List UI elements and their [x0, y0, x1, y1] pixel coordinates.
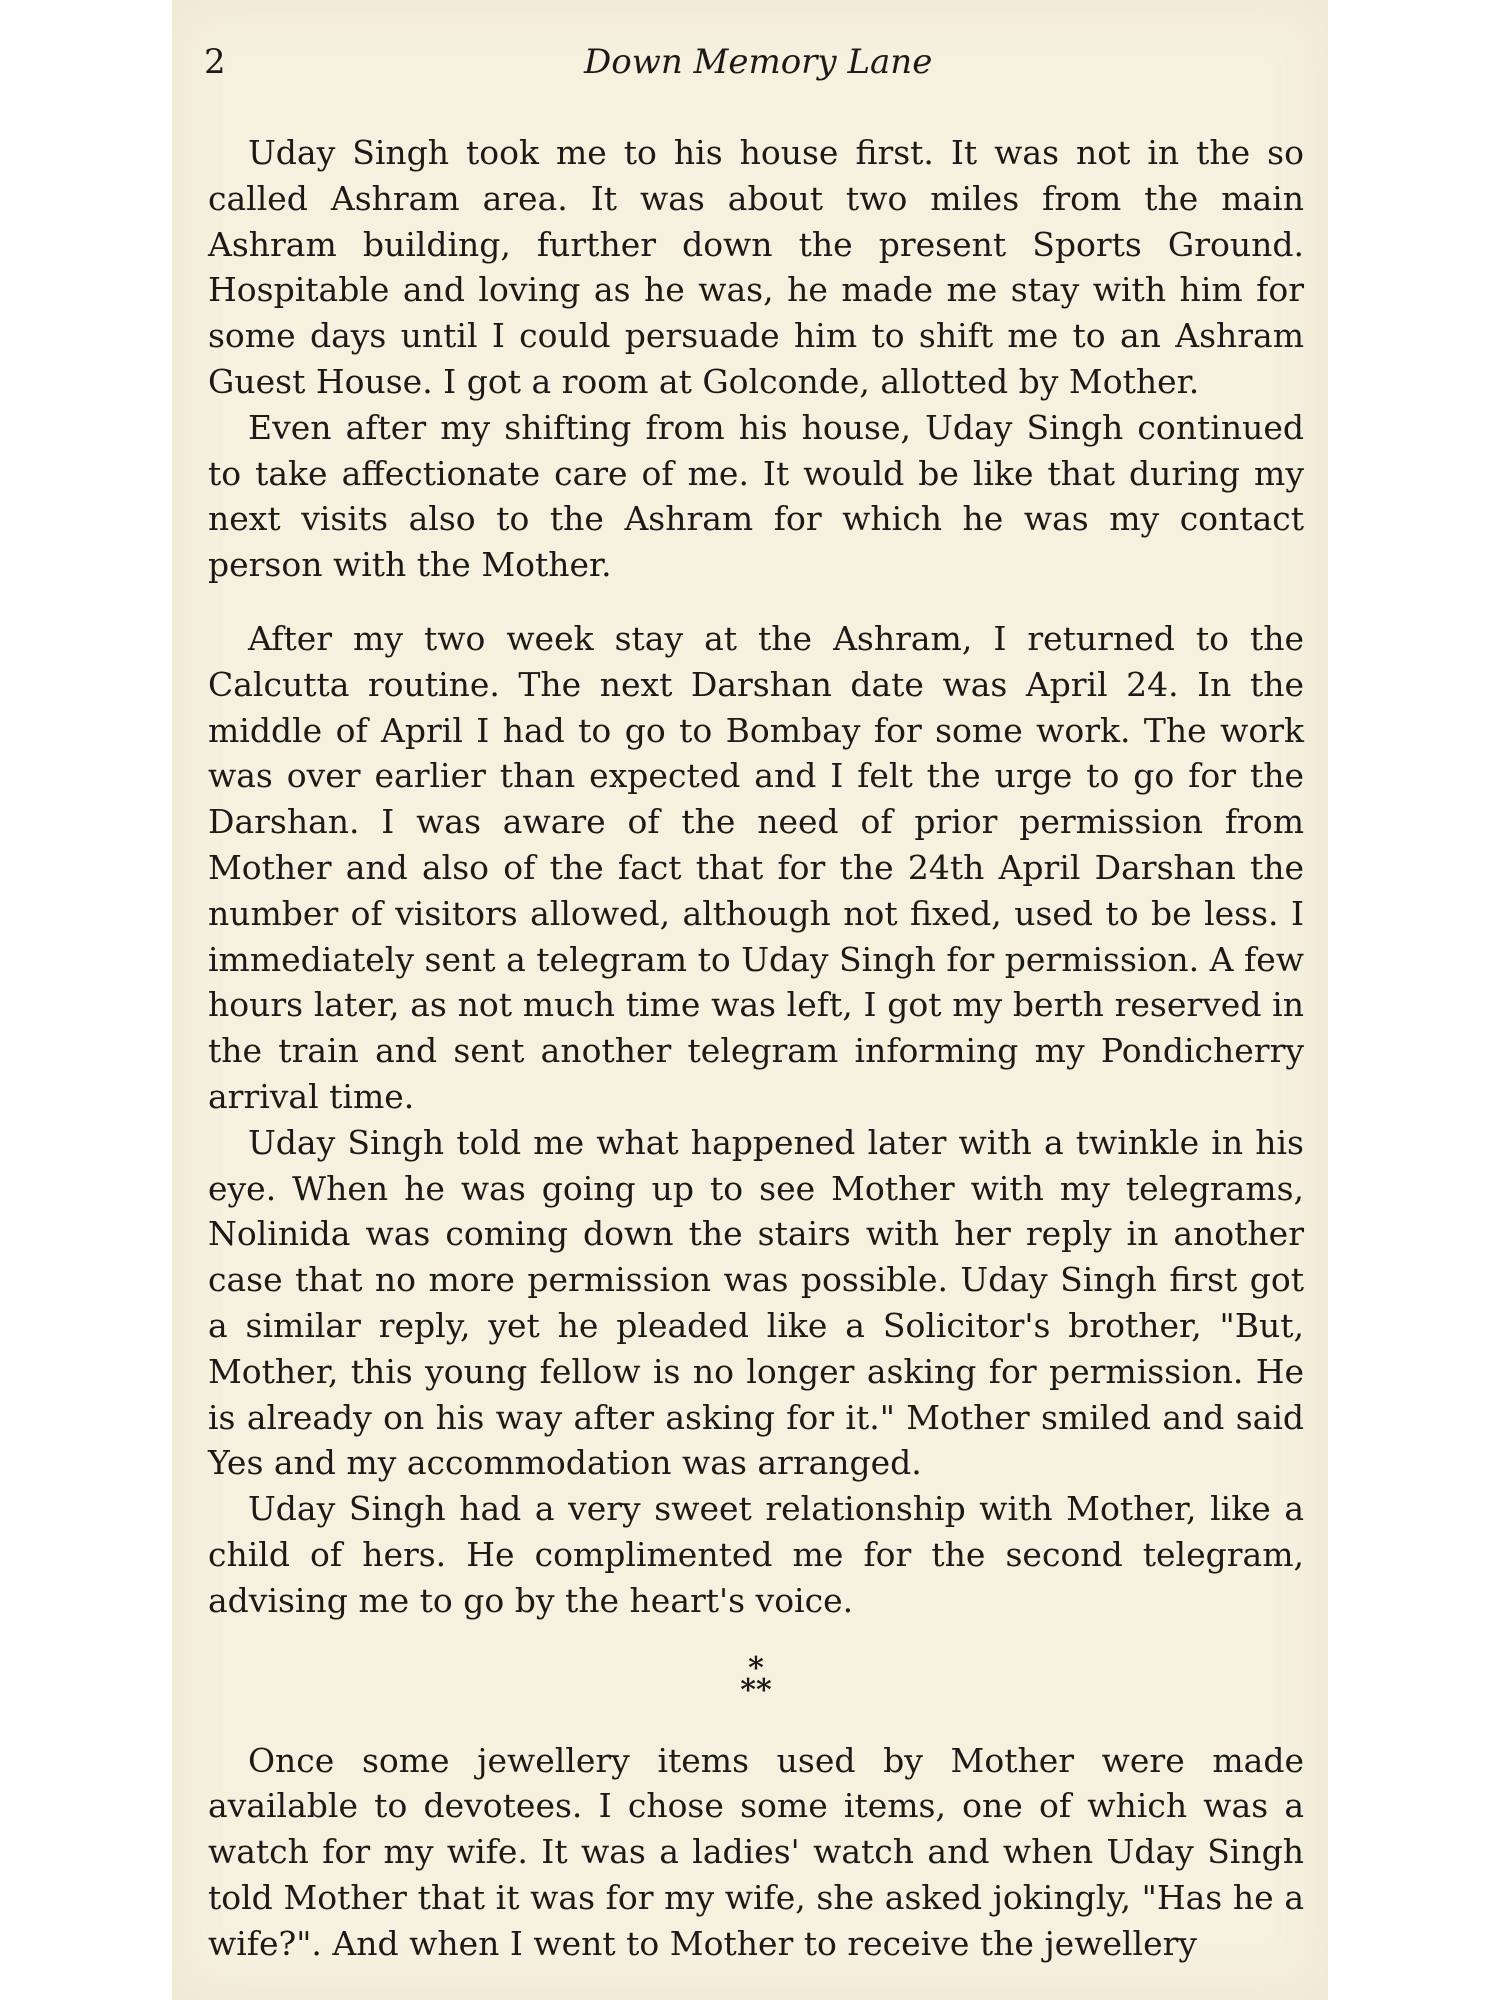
- paragraph: Once some jewellery items used by Mother were made available to devotees. I chose some items, one of which was a watch for my wife. It was a ladies' watch and when Uday Singh told Mother that it was for my wife, she asked jokingly, "Has he a wife?". And when I went to Mother to receive the jewellery: [208, 1740, 1304, 1963]
- paragraph: Uday Singh took me to his house first. It was not in the so called Ashram area. It was about two miles from the main Ashram building, further down the present Sports Ground. Hospitable and loving as he was, he made me stay with him for some days until I could persuade him to shift me to an Ashram Guest House. I got a room at Golconde, allotted by Mother.: [208, 133, 1304, 401]
- body-text: [208, 130, 1304, 1966]
- paragraph: Uday Singh had a very sweet relationship with Mother, like a child of hers. He complimented me for the second telegram, advising me to go by the heart's voice.: [208, 1489, 1304, 1620]
- paragraph: After my two week stay at the Ashram, I returned to the Calcutta routine. The next Darshan date was April 24. In the middle of April I had to go to Bombay for some work. The work was over earlier than expected and I felt the urge to go for the Darshan. I was aware of the need of prior permission from Mother and also of the fact that for the 24th April Darshan the number of visitors allowed, although not fixed, used to be less. I immediately sent a telegram to Uday Singh for permission. A few hours later, as not much time was left, I got my berth reserved in the train and sent another telegram informing my Pondicherry arrival time.: [208, 618, 1304, 1116]
- page-header: [204, 42, 1304, 92]
- page-number: 2: [204, 42, 226, 82]
- running-title: Down Memory Lane: [584, 42, 933, 82]
- book-page: [172, 0, 1328, 2000]
- paragraph: Uday Singh told me what happened later with a twinkle in his eye. When he was going up to see Mother with my telegrams, Nolinida was coming down the stairs with her reply in another case that no more permission was possible. Uday Singh first got a similar reply, yet he pleaded like a Solicitor's brother, "But, Mother, this young fellow is no longer asking for permission. He is already on his way after asking for it." Mother smiled and said Yes and my accommodation was arranged.: [208, 1122, 1304, 1483]
- section-separator: * **: [740, 1650, 772, 1708]
- paragraph: Even after my shifting from his house, Uday Singh continued to take affectionate care of me. It would be like that during my next visits also to the Ashram for which he was my contact person with the Mother.: [208, 407, 1304, 585]
